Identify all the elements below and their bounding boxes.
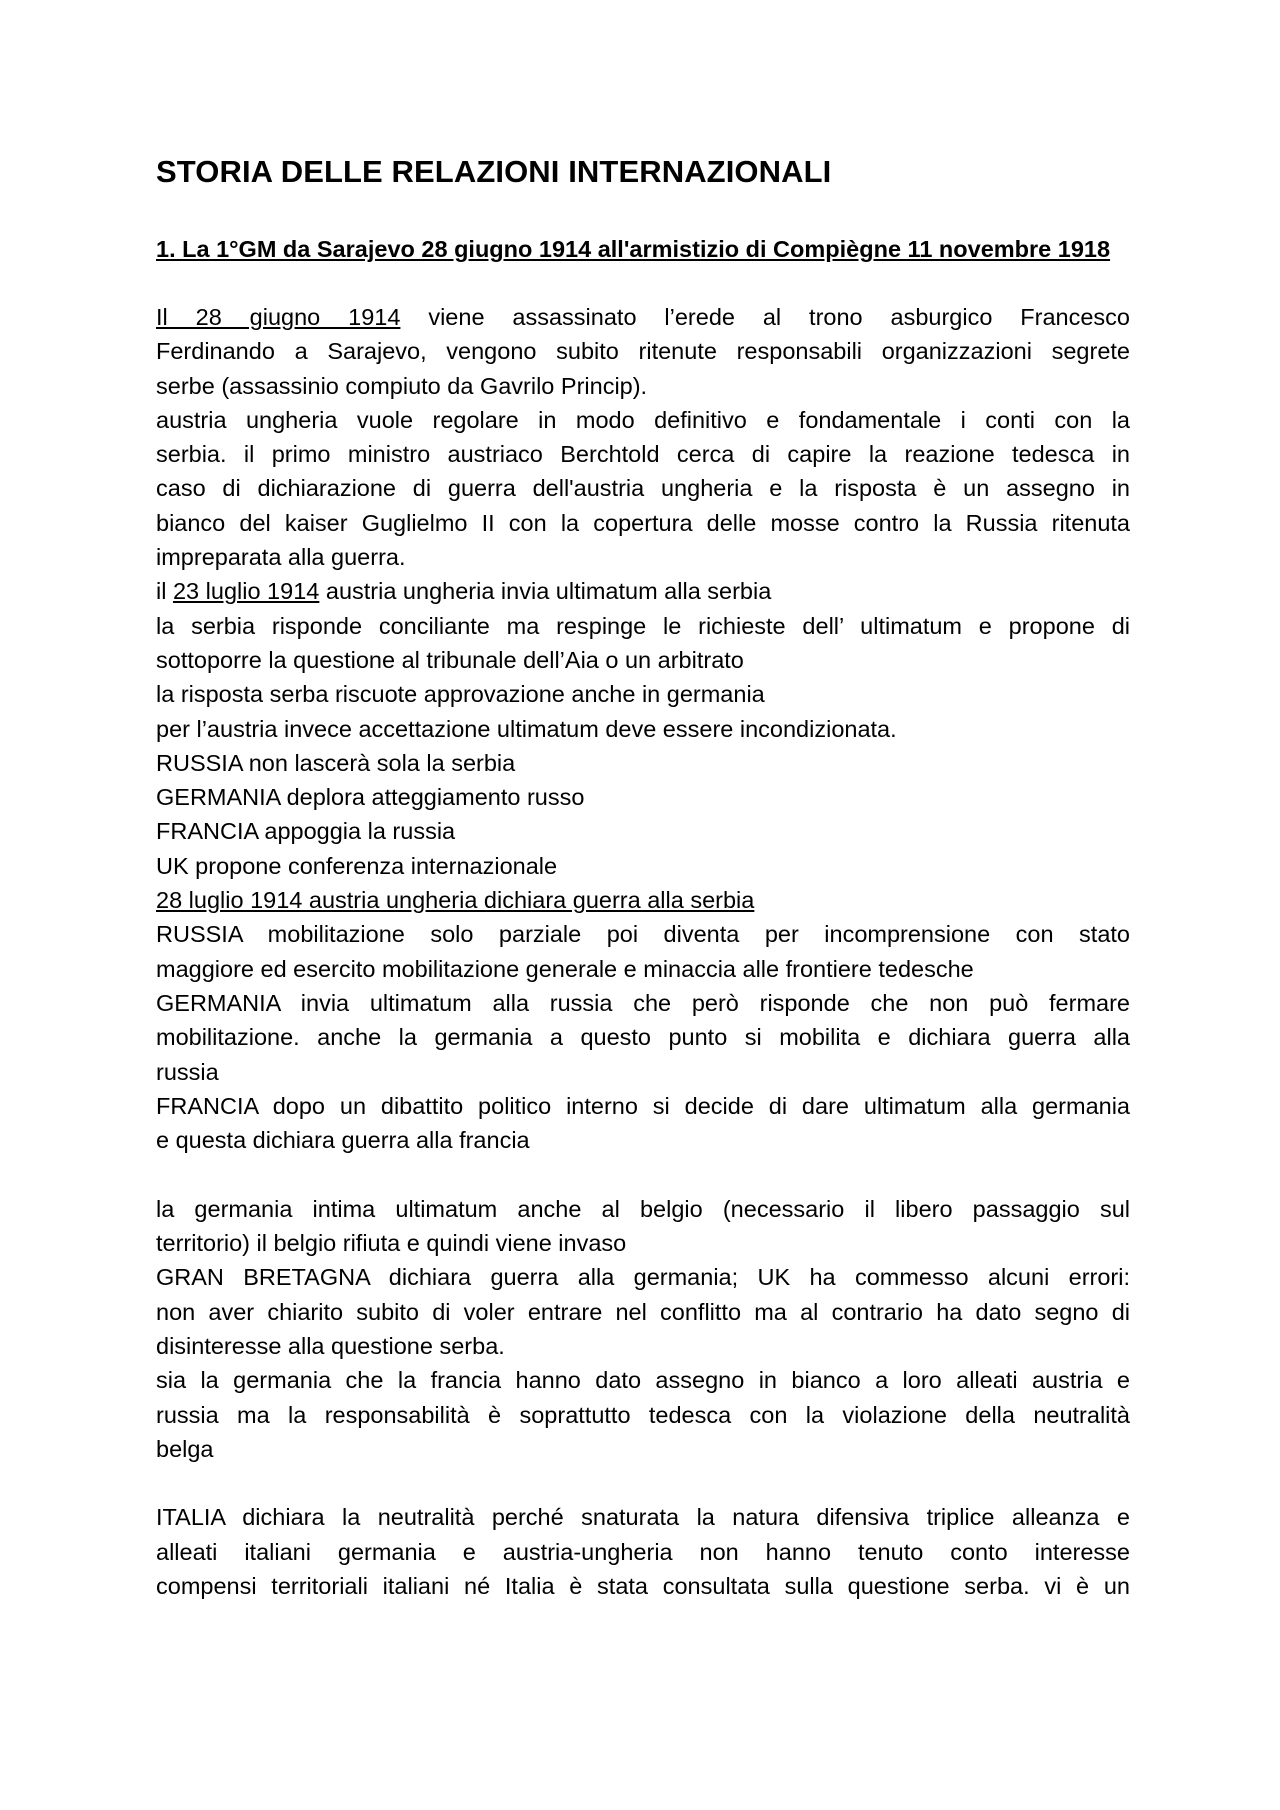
document-content	[156, 152, 1130, 1603]
text-line: russia	[156, 1058, 219, 1085]
text-line: e questa dichiara guerra alla francia	[156, 1127, 530, 1154]
date-underlined: Il 28 giugno 1914	[156, 304, 401, 330]
text-line: impreparata alla guerra.	[156, 544, 406, 571]
text-line: RUSSIA mobilitazione solo parziale poi diventa per incomprensione con stato	[156, 921, 1130, 948]
text-line: bianco del kaiser Guglielmo II con la copertura delle mosse contro la Russia ritenuta	[156, 509, 1130, 536]
date-underlined: 23 luglio 1914	[172, 578, 320, 605]
text-line: mobilitazione. anche la germania a questo punto si mobilita e dichiara guerra alla	[156, 1024, 1130, 1051]
text-line: non aver chiarito subito di voler entrare nel conflitto ma al contrario ha dato segno di	[156, 1298, 1130, 1325]
text-line: territorio) il belgio rifiuta e quindi viene invaso	[156, 1230, 627, 1257]
text-span: viene assassinato l’erede al trono asburgico Francesco	[400, 304, 1131, 330]
text-line: russia ma la responsabilità è soprattutto tedesca con la violazione della neutralità	[156, 1401, 1130, 1428]
text-line: la germania intima ultimatum anche al belgio (necessario il libero passaggio sul	[156, 1195, 1130, 1222]
text-line: ITALIA dichiara la neutralità perché snaturata la natura difensiva triplice alleanza e	[156, 1504, 1130, 1531]
text-line: UK propone conferenza internazionale	[156, 852, 558, 879]
text-line: FRANCIA dopo un dibattito politico interno si decide di dare ultimatum alla germania	[156, 1092, 1130, 1119]
text-span: il	[156, 578, 173, 605]
text-line: la serbia risponde conciliante ma respinge le richieste dell’ ultimatum e propone di	[156, 612, 1130, 639]
text-line: per l’austria invece accettazione ultimatum deve essere incondizionata.	[156, 715, 897, 742]
text-line: la risposta serba riscuote approvazione anche in germania	[156, 681, 765, 708]
text-line: caso di dichiarazione di guerra dell'austria ungheria e la risposta è un assegno in	[156, 475, 1130, 502]
text-line: compensi territoriali italiani né Italia è stata consultata sulla questione serba. vi è un	[156, 1572, 1130, 1599]
text-line	[156, 300, 1130, 334]
text-line: sottoporre la questione al tribunale dell’Aia o un arbitrato	[156, 646, 744, 673]
text-line: GRAN BRETAGNA dichiara guerra alla germania; UK ha commesso alcuni errori:	[156, 1264, 1130, 1291]
text-line: belga	[156, 1435, 214, 1462]
text-line: disinteresse alla questione serba.	[156, 1332, 505, 1359]
text-line: FRANCIA appoggia la russia	[156, 818, 456, 845]
text-line	[156, 574, 1130, 608]
text-span: austria ungheria invia ultimatum alla serbia	[319, 578, 772, 605]
text-line: RUSSIA non lascerà sola la serbia	[156, 749, 516, 776]
date-underlined: 28 luglio 1914 austria ungheria dichiara guerra alla serbia	[156, 887, 755, 914]
document-title: STORIA DELLE RELAZIONI INTERNAZIONALI	[156, 154, 832, 189]
text-line: GERMANIA deplora atteggiamento russo	[156, 784, 585, 811]
paragraph-spacer	[156, 1466, 1130, 1500]
text-line: maggiore ed esercito mobilitazione generale e minaccia alle frontiere tedesche	[156, 955, 974, 982]
text-line: GERMANIA invia ultimatum alla russia che però risponde che non può fermare	[156, 989, 1130, 1016]
text-line	[156, 883, 1130, 917]
text-line: sia la germania che la francia hanno dato assegno in bianco a loro alleati austria e	[156, 1367, 1130, 1394]
paragraph-spacer	[156, 1157, 1130, 1191]
section-heading: 1. La 1°GM da Sarajevo 28 giugno 1914 all'armistizio di Compiègne 11 novembre 1918	[156, 236, 1111, 262]
text-line: serbia. il primo ministro austriaco Berchtold cerca di capire la reazione tedesca in	[156, 441, 1130, 468]
text-line: alleati italiani germania e austria-ungheria non hanno tenuto conto interesse	[156, 1538, 1130, 1565]
text-line: serbe (assassinio compiuto da Gavrilo Princip).	[156, 372, 648, 399]
text-line: austria ungheria vuole regolare in modo definitivo e fondamentale i conti con la	[156, 406, 1130, 433]
text-line: Ferdinando a Sarajevo, vengono subito ritenute responsabili organizzazioni segrete	[156, 338, 1130, 365]
document-body	[156, 300, 1130, 1603]
